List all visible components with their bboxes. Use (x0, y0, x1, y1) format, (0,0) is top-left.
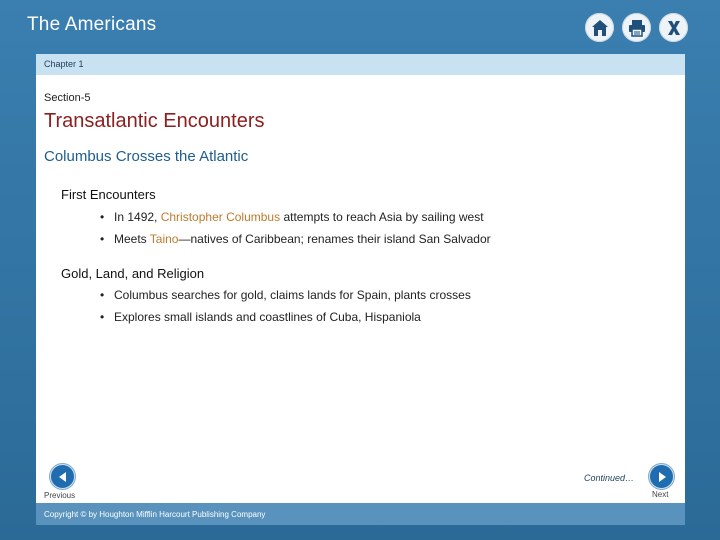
slide-content (36, 54, 685, 503)
close-button[interactable] (659, 13, 688, 42)
footer-bar (36, 503, 685, 525)
copyright-text: Copyright © by Houghton Mifflin Harcourt Publishing Company (44, 510, 266, 519)
topic-heading: First Encounters (61, 187, 156, 202)
app-title: The Americans (27, 14, 157, 35)
list-item: • Explores small islands and coastlines of Cuba, Hispaniola (100, 310, 421, 324)
page-title: Transatlantic Encounters (44, 110, 265, 132)
print-button[interactable] (622, 13, 651, 42)
continued-label: Continued… (584, 473, 635, 483)
chapter-label: Chapter 1 (44, 59, 84, 69)
print-icon (627, 18, 647, 38)
next-label: Next (652, 490, 669, 499)
list-item: • In 1492, Christopher Columbus attempts to reach Asia by sailing west (100, 210, 484, 224)
chapter-bar (36, 54, 685, 75)
arrow-right-icon (656, 471, 668, 483)
previous-button[interactable] (50, 464, 75, 489)
previous-label: Previous (44, 491, 76, 500)
topic-heading: Gold, Land, and Religion (61, 266, 205, 281)
list-item: • Meets Taino—natives of Caribbean; renames their island San Salvador (100, 232, 491, 246)
home-icon (590, 18, 610, 38)
close-icon (664, 18, 684, 38)
top-toolbar (585, 13, 688, 42)
page-subtitle: Columbus Crosses the Atlantic (44, 148, 249, 165)
section-label: Section-5 (44, 92, 91, 104)
list-item: • Columbus searches for gold, claims lands for Spain, plants crosses (100, 288, 471, 302)
home-button[interactable] (585, 13, 614, 42)
arrow-left-icon (57, 471, 69, 483)
next-button[interactable] (649, 464, 674, 489)
